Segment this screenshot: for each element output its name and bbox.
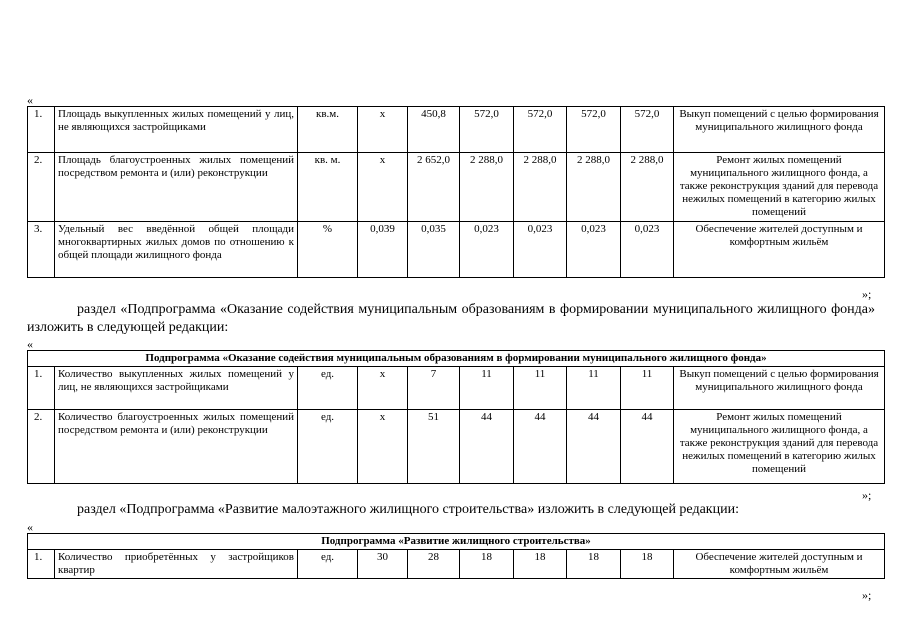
indicators-table-2 (27, 350, 885, 484)
base-value: 30 (358, 550, 408, 579)
subprogram-header-row (28, 534, 885, 550)
indicator-name: Площадь благоустроенных жилых помещений посредством ремонта и (или) реконструкции (55, 153, 298, 222)
table-row (28, 550, 885, 579)
opening-quote: « (27, 520, 33, 534)
value-2: 2 288,0 (460, 153, 514, 222)
indicator-name: Количество благоустроенных жилых помещений посредством ремонта и (или) реконструкции (55, 410, 298, 484)
value-2: 44 (460, 410, 514, 484)
indicator-name: Количество выкупленных жилых помещений у лиц, не являющихся застройщиками (55, 367, 298, 410)
row-number: 1. (28, 367, 55, 410)
paragraph-subprogram-municipal: раздел «Подпрограмма «Оказание содействия муниципальным образованиям в формировании муниципального жилищного фонда» изложить в следующей редакции: (27, 302, 875, 335)
table-row (28, 222, 885, 278)
row-number: 3. (28, 222, 55, 278)
value-3: 18 (514, 550, 567, 579)
value-4: 572,0 (567, 107, 621, 153)
base-value: x (358, 367, 408, 410)
value-5: 18 (621, 550, 674, 579)
closing-quote: »; (862, 488, 872, 502)
indicator-name: Площадь выкупленных жилых помещений у лиц, не являющихся застройщиками (55, 107, 298, 153)
subprogram-header-row (28, 351, 885, 367)
row-number: 2. (28, 410, 55, 484)
indicator-name: Количество приобретённых у застройщиков квартир (55, 550, 298, 579)
unit-cell: ед. (298, 367, 358, 410)
value-1: 51 (408, 410, 460, 484)
subprogram-header: Подпрограмма «Оказание содействия муниципальным образованиям в формировании муниципального жилищного фонда» (28, 351, 885, 367)
value-1: 7 (408, 367, 460, 410)
base-value: x (358, 107, 408, 153)
value-5: 44 (621, 410, 674, 484)
value-1: 28 (408, 550, 460, 579)
note-cell: Выкуп помещений с целью формирования муниципального жилищного фонда (674, 107, 885, 153)
paragraph-subprogram-lowrise: раздел «Подпрограмма «Развитие малоэтажного жилищного строительства» изложить в следующей редакции: (77, 502, 739, 517)
value-2: 572,0 (460, 107, 514, 153)
table2-body (28, 351, 885, 484)
opening-quote: « (27, 337, 33, 351)
value-5: 572,0 (621, 107, 674, 153)
value-1: 2 652,0 (408, 153, 460, 222)
value-5: 11 (621, 367, 674, 410)
indicator-name: Удельный вес введённой общей площади многоквартирных жилых домов по отношению к общей площади жилищного фонда (55, 222, 298, 278)
value-4: 0,023 (567, 222, 621, 278)
row-number: 2. (28, 153, 55, 222)
indicators-table-3 (27, 533, 885, 579)
value-5: 0,023 (621, 222, 674, 278)
base-value: x (358, 410, 408, 484)
opening-quote: « (27, 93, 33, 107)
base-value: 0,039 (358, 222, 408, 278)
value-3: 44 (514, 410, 567, 484)
table-row (28, 367, 885, 410)
table-row (28, 107, 885, 153)
value-2: 0,023 (460, 222, 514, 278)
value-3: 572,0 (514, 107, 567, 153)
table3-body (28, 534, 885, 579)
value-4: 11 (567, 367, 621, 410)
value-1: 0,035 (408, 222, 460, 278)
value-3: 11 (514, 367, 567, 410)
unit-cell: кв. м. (298, 153, 358, 222)
unit-cell: ед. (298, 410, 358, 484)
value-4: 44 (567, 410, 621, 484)
note-cell: Обеспечение жителей доступным и комфортным жильём (674, 222, 885, 278)
closing-quote: »; (862, 588, 872, 602)
row-number: 1. (28, 107, 55, 153)
unit-cell: % (298, 222, 358, 278)
table-row (28, 153, 885, 222)
value-2: 11 (460, 367, 514, 410)
value-2: 18 (460, 550, 514, 579)
subprogram-header: Подпрограмма «Развитие жилищного строительства» (28, 534, 885, 550)
value-1: 450,8 (408, 107, 460, 153)
note-cell: Обеспечение жителей доступным и комфортным жильём (674, 550, 885, 579)
note-cell: Ремонт жилых помещений муниципального жилищного фонда, а также реконструкция зданий для перевода нежилых помещений в категорию жилых помещений (674, 153, 885, 222)
value-3: 2 288,0 (514, 153, 567, 222)
table1-body (28, 107, 885, 278)
unit-cell: кв.м. (298, 107, 358, 153)
table-row (28, 410, 885, 484)
value-3: 0,023 (514, 222, 567, 278)
unit-cell: ед. (298, 550, 358, 579)
closing-quote: »; (862, 287, 872, 301)
note-cell: Выкуп помещений с целью формирования муниципального жилищного фонда (674, 367, 885, 410)
value-4: 18 (567, 550, 621, 579)
indicators-table-1 (27, 106, 885, 278)
row-number: 1. (28, 550, 55, 579)
value-5: 2 288,0 (621, 153, 674, 222)
value-4: 2 288,0 (567, 153, 621, 222)
note-cell: Ремонт жилых помещений муниципального жилищного фонда, а также реконструкция зданий для перевода нежилых помещений в категорию жилых помещений (674, 410, 885, 484)
base-value: x (358, 153, 408, 222)
